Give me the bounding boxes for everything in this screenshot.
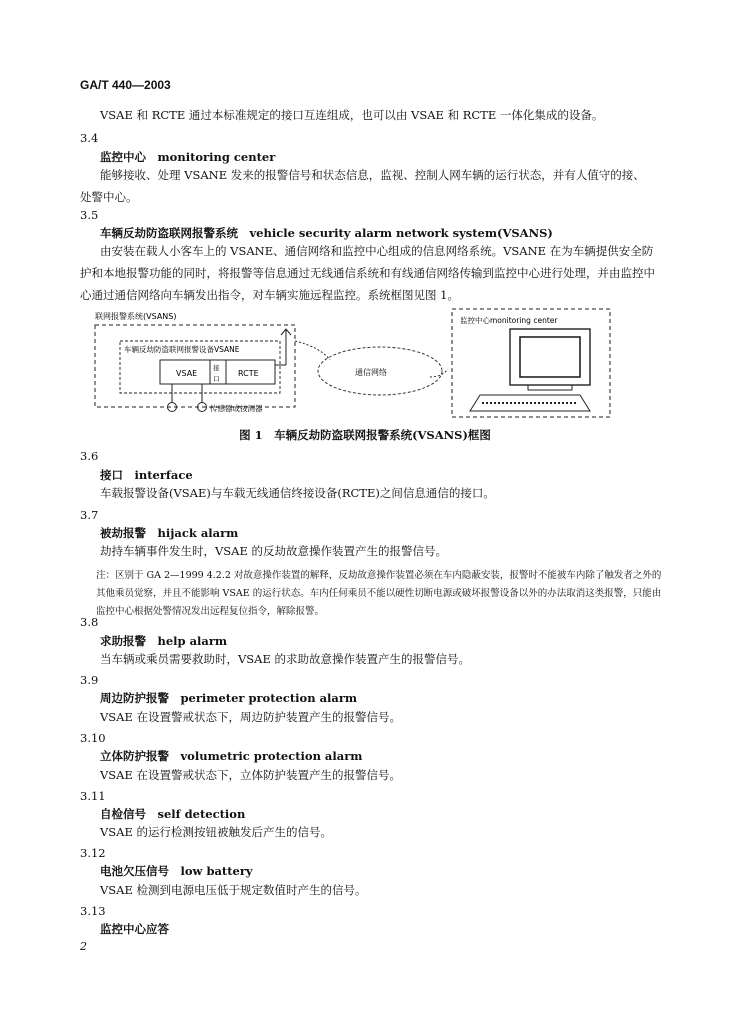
definition-text: 能够接收、处理 VSANE 发来的报警信号和状态信息，监视、控制人网车辆的运行状态，并有人值守的接、处警中心。 bbox=[80, 168, 645, 204]
definition-text: VSAE 的运行检测按钮被触发后产生的信号。 bbox=[100, 825, 333, 839]
rcte-label: RCTE bbox=[238, 369, 259, 378]
section-number: 3.6 bbox=[80, 449, 99, 463]
monitoring-center-box bbox=[452, 309, 610, 417]
section-number: 3.7 bbox=[80, 508, 99, 522]
section-number: 3.13 bbox=[80, 904, 106, 918]
section-number: 3.5 bbox=[80, 208, 99, 222]
term-heading: 监控中心 monitoring center bbox=[100, 150, 276, 164]
term-heading: 自检信号 self detection bbox=[100, 807, 246, 821]
term-heading: 周边防护报警 perimeter protection alarm bbox=[100, 691, 358, 705]
svg-text:口: 口 bbox=[213, 375, 220, 383]
vsans-outer-box bbox=[95, 325, 295, 407]
term-heading: 车辆反劫防盗联网报警系统 vehicle security alarm network system(VSANS) bbox=[100, 226, 553, 240]
definition-text: 当车辆或乘员需要救助时，VSAE 的求助故意操作装置产生的报警信号。 bbox=[100, 652, 471, 666]
term-heading: 监控中心应答 bbox=[100, 922, 169, 936]
section-number: 3.9 bbox=[80, 673, 99, 687]
definition-text: 由安装在载人小客车上的 VSANE、通信网络和监控中心组成的信息网络系统。VSANE 在为车辆提供安全防护和本地报警功能的同时，将报警等信息通过无线通信系统和有线通信网络传输到监控中心进行处理，并由监控中心通过通信网络向车辆发出指令，对车辆实施远程监控。系统框图见图 1。 bbox=[80, 244, 655, 302]
definition-text: VSAE 在设置警戒状态下，周边防护装置产生的报警信号。 bbox=[100, 710, 402, 724]
outer-box-label: 联网报警系统(VSANS) bbox=[95, 312, 177, 321]
definition-text: VSAE 检测到电源电压低于规定数值时产生的信号。 bbox=[100, 883, 367, 897]
term-heading: 接口 interface bbox=[100, 468, 193, 482]
section-number: 3.10 bbox=[80, 731, 106, 745]
term-heading: 被劫报警 hijack alarm bbox=[100, 526, 239, 540]
network-label: 通信网络 bbox=[355, 368, 387, 377]
term-heading: 求助报警 help alarm bbox=[100, 634, 228, 648]
figure-caption: 图 1 车辆反劫防盗联网报警系统(VSANS)框图 bbox=[239, 428, 491, 442]
section-number: 3.8 bbox=[80, 615, 99, 629]
page-number: 2 bbox=[80, 940, 87, 953]
section-number: 3.4 bbox=[80, 131, 99, 145]
term-heading: 电池欠压信号 low battery bbox=[100, 864, 253, 878]
definition-text: 劫持车辆事件发生时，VSAE 的反劫故意操作装置产生的报警信号。 bbox=[100, 544, 448, 558]
center-label: 监控中心monitoring center bbox=[460, 316, 558, 325]
section-number: 3.11 bbox=[80, 789, 106, 803]
intro-line: VSAE 和 RCTE 通过本标准规定的接口互连组成，也可以由 VSAE 和 RCTE 一体化集成的设备。 bbox=[100, 108, 604, 122]
standard-header: GA/T 440—2003 bbox=[80, 78, 171, 92]
vsae-label: VSAE bbox=[176, 369, 198, 378]
note-text: 注：区别于 GA 2—1999 4.2.2 对故意操作装置的解释，反劫故意操作装置必须在车内隐蔽安装，报警时不能被车内除了触发者之外的其他乘员觉察，并且不能影响 VSAE 的运行状态。车内任何乘员不能以硬性切断电源或破坏报警设备以外的办法取消这类报警，只能由监控中心根据处警情况发出远程复位指令，解除报警。 bbox=[96, 570, 662, 617]
section-number: 3.12 bbox=[80, 846, 106, 860]
iface-label: 接 bbox=[213, 364, 220, 372]
term-heading: 立体防护报警 volumetric protection alarm bbox=[100, 749, 363, 763]
vsans-diagram bbox=[90, 305, 620, 423]
definition-text: VSAE 在设置警戒状态下，立体防护装置产生的报警信号。 bbox=[100, 768, 402, 782]
definition-text: 车载报警设备(VSAE)与车载无线通信终接设备(RCTE)之间信息通信的接口。 bbox=[100, 486, 495, 500]
vsane-label: 车辆反劫防盗联网报警设备VSANE bbox=[124, 345, 240, 354]
sensors-label: 传感器或按测器 bbox=[210, 404, 263, 413]
